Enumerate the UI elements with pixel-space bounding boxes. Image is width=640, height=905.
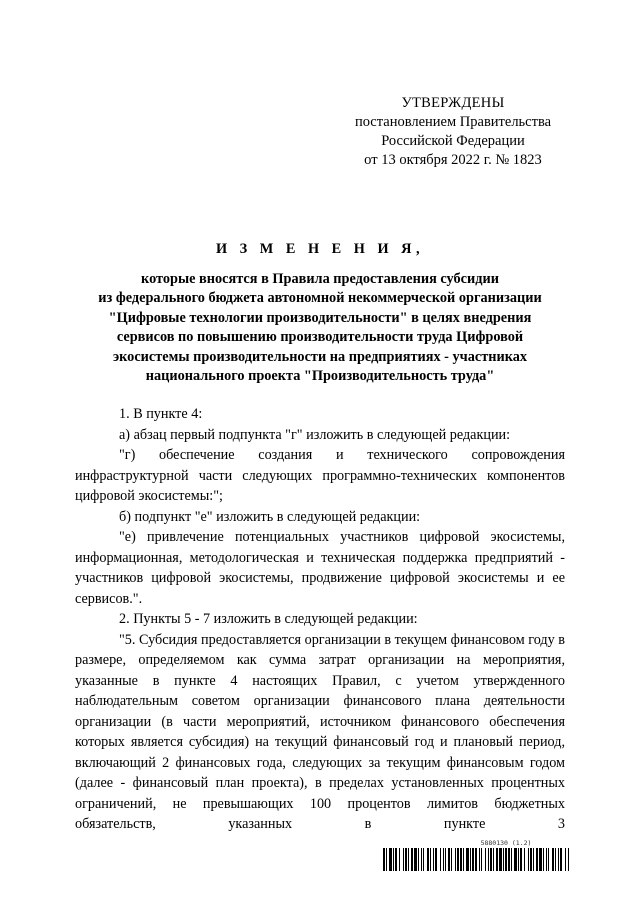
approval-title: УТВЕРЖДЕНЫ — [401, 95, 505, 111]
approval-date-number: от 13 октября 2022 г. № 1823 — [364, 152, 542, 168]
paragraph: "5. Субсидия предоставляется организации в текущем финансовом году в размере, определяемом как сумма затрат организации на мероприятия, указанные в пункте 4 настоящих Правил, с учетом утвержденного наблюдательным советом организации финансового плана деятельности организации (в части мероприятий, источником финансового обеспечения которых является субсидия) на текущий финансовый год и плановый период, включающий 2 финансовых года, следующих за текущим финансовым годом (далее - финансовый план проекта), в пределах установленных процентных ограничений, не превышающих 100 процентов лимитов бюджетных обязательств, указанных в пункте 3 — [75, 631, 565, 832]
approval-block — [340, 94, 566, 170]
paragraph: 1. В пункте 4: — [119, 406, 203, 422]
paragraph: 2. Пункты 5 - 7 изложить в следующей редакции: — [119, 611, 418, 627]
heading-line: "Цифровые технологии производительности" в целях внедрения — [108, 309, 532, 326]
heading-line: сервисов по повышению производительности труда Цифровой — [116, 329, 524, 345]
heading-line: экосистемы производительности на предприятиях - участниках — [112, 348, 528, 365]
paragraph: "г) обеспечение создания и технического сопровождения инфраструктурной части следующих программно-технических компонентов цифровой экосистемы:"; — [75, 447, 565, 504]
barcode-number: 5880130 (1.2) — [480, 839, 532, 847]
barcode-block — [383, 839, 569, 871]
paragraph: б) подпункт "е" изложить в следующей редакции: — [119, 508, 421, 525]
approval-line: Российской Федерации — [381, 133, 525, 149]
document-heading — [64, 240, 576, 387]
heading-title: И З М Е Н Е Н И Я, — [215, 241, 425, 257]
heading-line: из федерального бюджета автономной некоммерческой организации — [98, 290, 542, 306]
heading-line: которые вносятся в Правила предоставления субсидии — [141, 270, 499, 287]
paragraph: а) абзац первый подпункта "г" изложить в следующей редакции: — [119, 426, 511, 443]
paragraph: "е) привлечение потенциальных участников цифровой экосистемы, информационная, методологическая и техническая поддержка предприятий - участников цифровой экосистемы, продвижение цифровой экосистемы и ее сервисов.". — [75, 529, 565, 607]
heading-line: национального проекта "Производительность труда" — [145, 368, 495, 384]
approval-line: постановлением Правительства — [354, 114, 552, 130]
document-body — [75, 404, 565, 835]
barcode-image — [383, 848, 569, 871]
